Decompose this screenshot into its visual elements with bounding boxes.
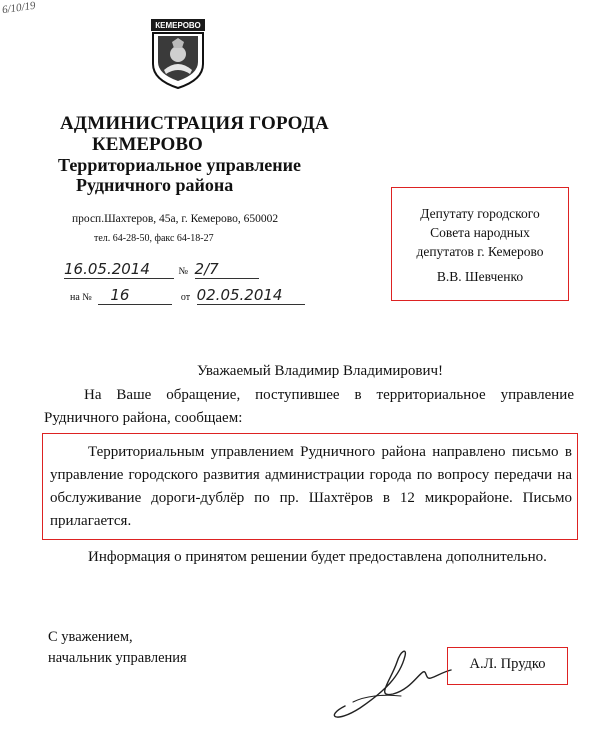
letter-paragraph-2: Территориальным управлением Рудничного района направлено письмо в управление городского развития администрации города по вопросу передачи на обслуживание дороги-дублёр по пр. Шахтёров в 12 микрорайоне. Письмо прилагается. [50,444,572,529]
org-name-line2: КЕМЕРОВО [92,134,203,155]
recipient-block [400,204,560,286]
reference-number: 16 [98,286,172,305]
org-phones: тел. 64-28-50, факс 64-18-27 [94,233,214,244]
recipient-line2: Совета народных [430,225,530,240]
emblem-label: КЕМЕРОВО [155,21,201,30]
closing-regards: С уважением, [48,629,133,645]
org-name-line1: АДМИНИСТРАЦИЯ ГОРОДА [60,113,329,134]
recipient-name: В.В. Шевченко [436,269,524,284]
outgoing-registration [64,260,259,279]
letter-paragraph-1: На Ваше обращение, поступившее в территориальное управление Рудничного района, сообщаем: [44,387,574,426]
reference-number-label: на № [70,292,92,303]
outgoing-number: 2/7 [195,260,259,279]
signer-name: А.Л. Прудко [469,656,546,672]
kemerovo-emblem [150,18,206,90]
recipient-line1: Депутату городского [420,206,540,221]
dept-name-line1: Территориальное управление [58,155,302,175]
org-address: просп.Шахтеров, 45а, г. Кемерово, 650002 [72,213,279,225]
reference-registration [70,286,305,305]
letter-paragraph-3: Информация о принятом решении будет предоставлена дополнительно. [88,549,547,565]
corner-note: 6/10/19 [1,0,37,17]
closing-position: начальник управления [48,650,187,666]
letter-greeting: Уважаемый Владимир Владимирович! [196,363,444,379]
outgoing-number-label: № [178,266,189,277]
handwritten-signature [305,636,465,726]
outgoing-date: 16.05.2014 [64,260,174,279]
dept-name-line2: Рудничного района [76,175,234,195]
reference-date: 02.05.2014 [197,286,305,305]
recipient-line3: депутатов г. Кемерово [416,244,544,259]
reference-from-label: от [180,292,191,303]
